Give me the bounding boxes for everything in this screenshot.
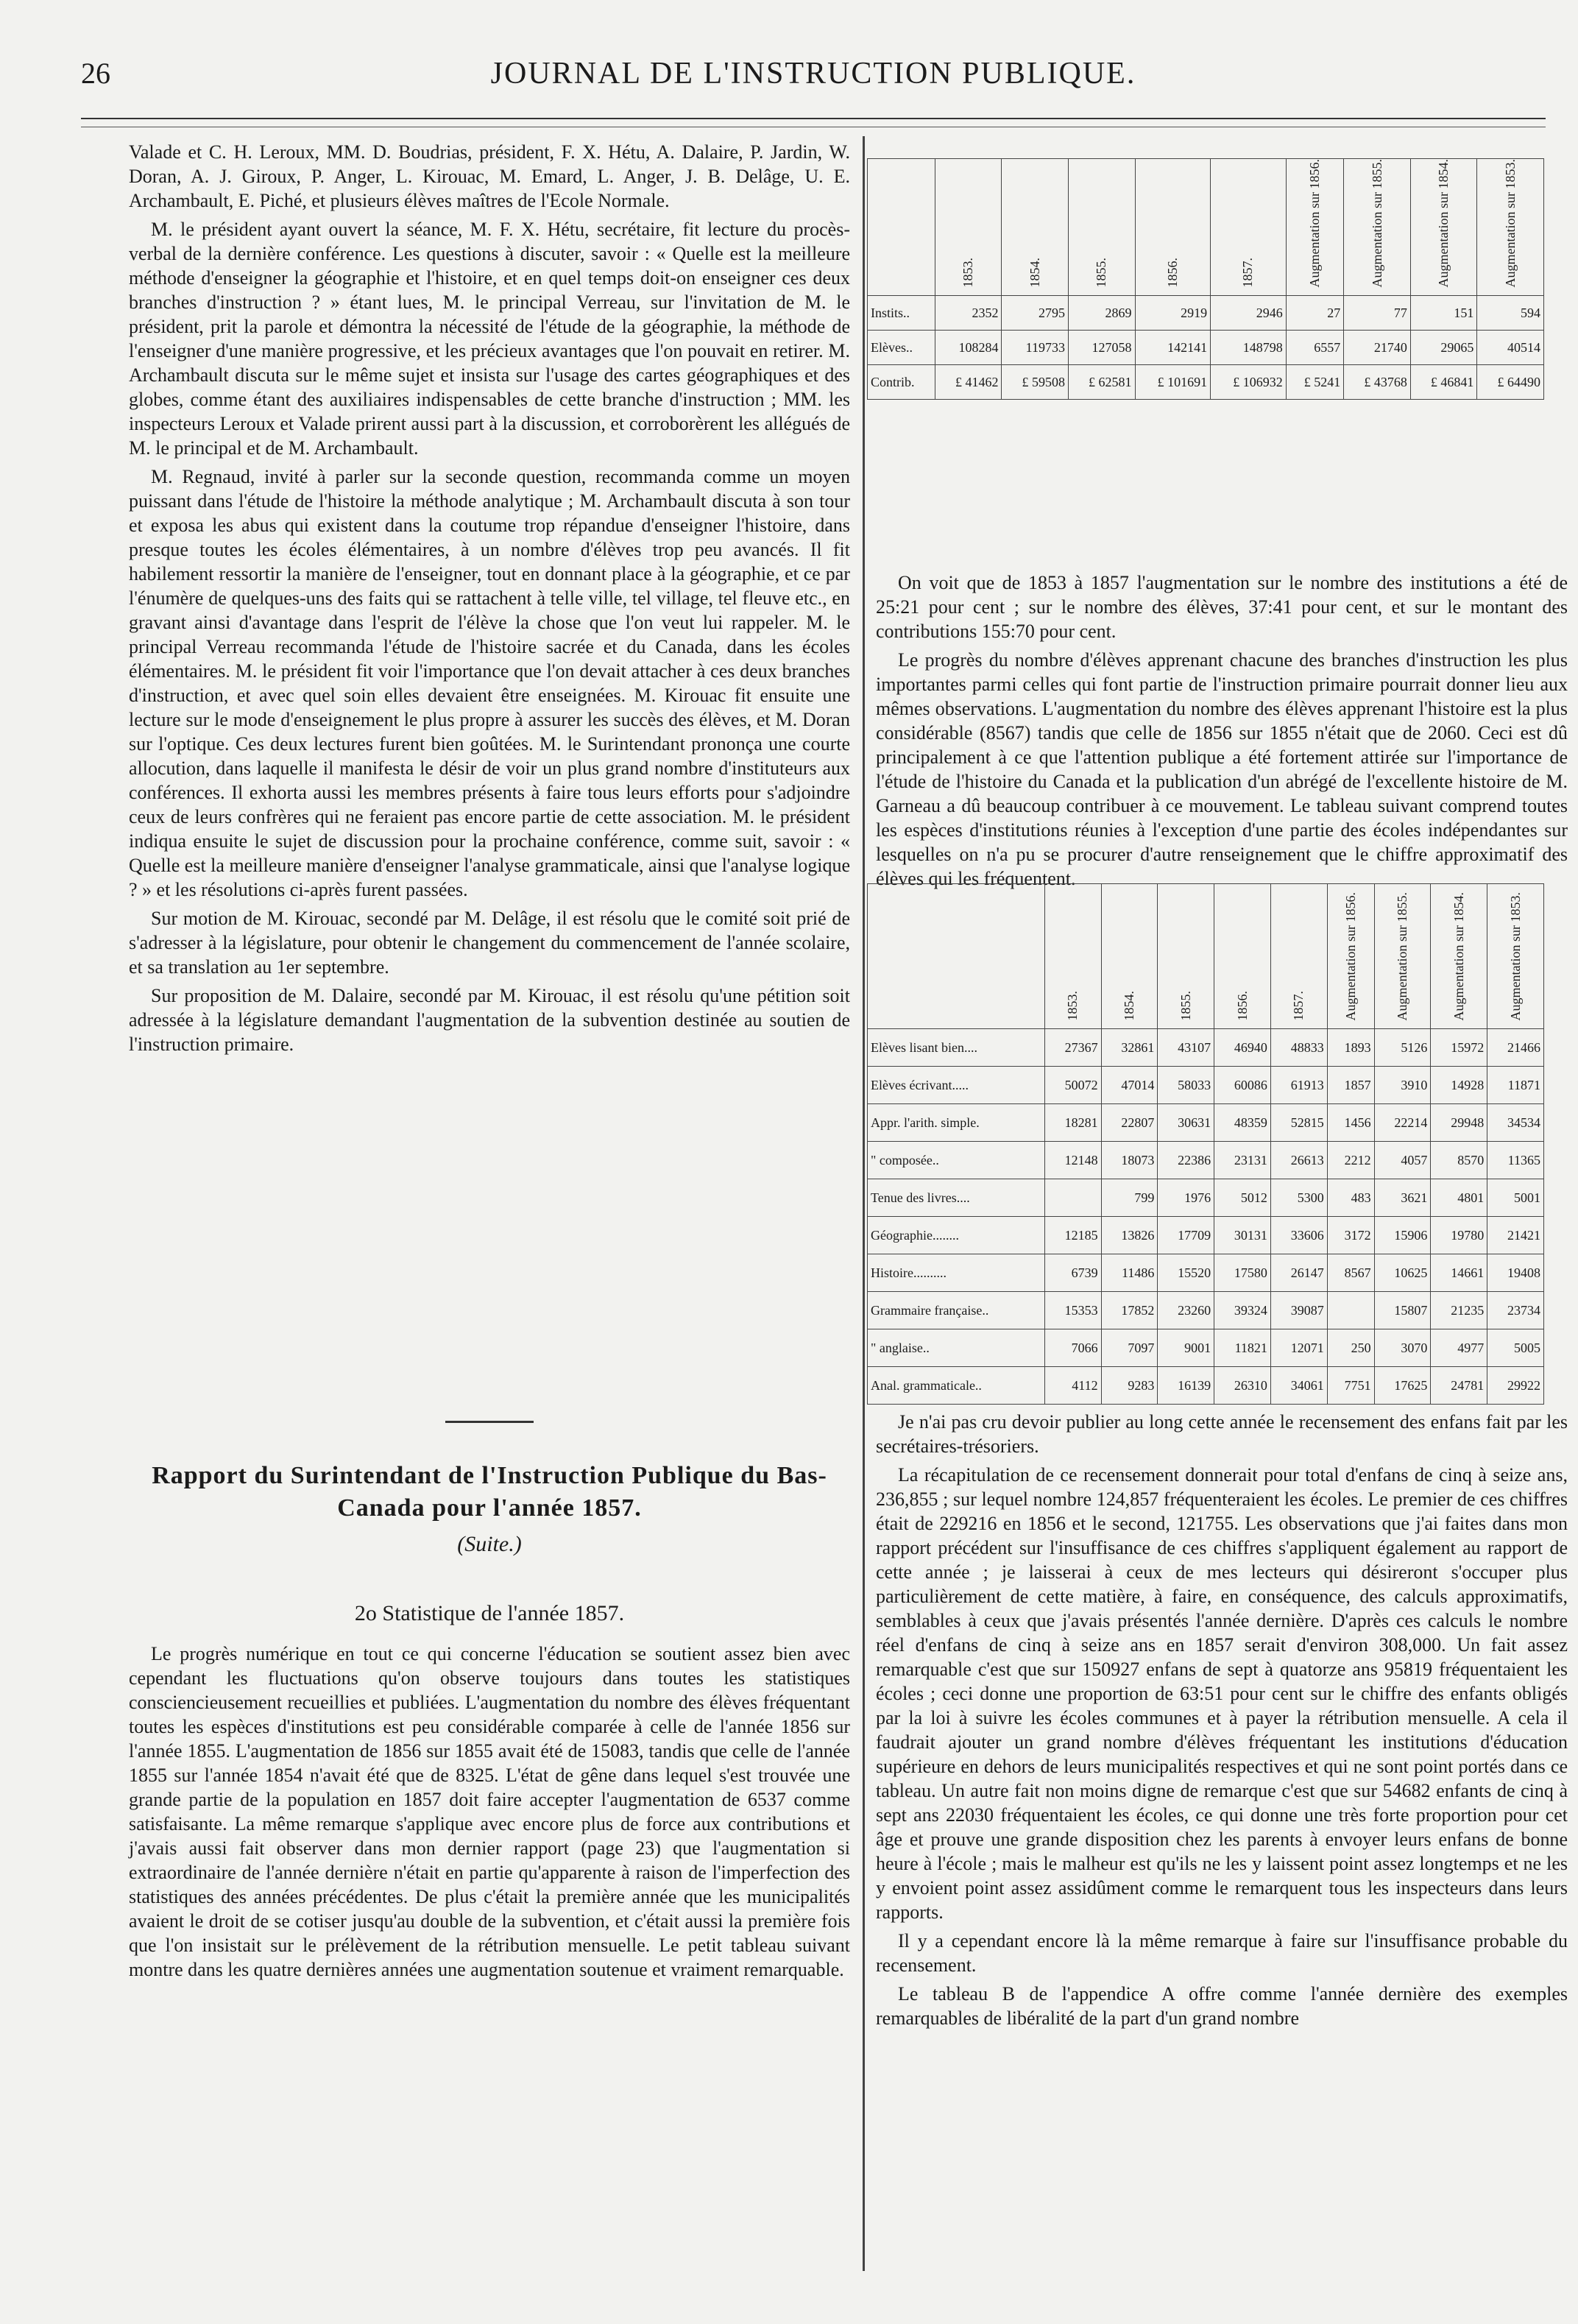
table-row xyxy=(868,1067,1544,1104)
section-separator xyxy=(445,1421,534,1423)
table-cell: 15353 xyxy=(1044,1292,1101,1329)
table-cell: 9001 xyxy=(1158,1329,1214,1367)
table-cell: 14661 xyxy=(1431,1254,1487,1292)
table-cell: 10625 xyxy=(1374,1254,1431,1292)
table-cell: 22807 xyxy=(1101,1104,1158,1142)
table-row xyxy=(868,1254,1544,1292)
table-cell: 34061 xyxy=(1270,1367,1327,1405)
table-cell: 3070 xyxy=(1374,1329,1431,1367)
report-heading-block xyxy=(129,1421,850,1626)
table-cell: 17709 xyxy=(1158,1217,1214,1254)
paragraph: On voit que de 1853 à 1857 l'augmentation sur le nombre des institutions a été de 25:21 pour cent ; sur le nombre des élèves, 37:41 pour cent, et sur le montant des contributions 155:70 pour cent. xyxy=(876,572,1568,642)
paragraph: Le progrès numérique en tout ce qui concerne l'éducation se soutient assez bien avec cependant les fluctuations qu'on observe toujours dans toutes les statistiques consciencieusement recueillies et publiées. L'augmentation du nombre des élèves fréquentant toutes les espèces d'institutions est peu considérable comparée à celle de l'année 1856 sur l'année 1855. L'augmentation de 1856 sur 1855 avait été de 15083, tandis que celle de l'année 1855 sur l'année 1854 n'avait été que de 8325. L'état de gêne dans lequel s'est trouvée une grande partie de la population en 1857 doit faire accepter l'augmentation de 6537 comme satisfaisante. La même remarque s'applique avec encore plus de force aux contributions et j'avais aussi fait observer dans mon dernier rapport (page 23) que l'augmentation si extraordinaire de l'année dernière n'était en partie qu'apparente à raison de l'imperfection des statistiques des années précédentes. De plus c'était la première année que les municipalités avaient le droit de se cotiser jusqu'au double de la subvention, et c'était aussi la première fois que l'on insistait sur le prélèvement de la rétribution mensuelle. Le petit tableau suivant montre dans les quatre dernières années une augmentation soutenue et vraiment remarquable. xyxy=(129,1643,850,1980)
table-cell: 27367 xyxy=(1044,1029,1101,1067)
table-cell: 4112 xyxy=(1044,1367,1101,1405)
table-cell: 32861 xyxy=(1101,1029,1158,1067)
table-header-cell: Augmentation sur 1856. xyxy=(1327,884,1374,1029)
paragraph: Sur proposition de M. Dalaire, secondé par M. Kirouac, il est résolu qu'une pétition soit adressée à la législature demandant l'augmentation de la subvention destinée au soutien de l'instruction primaire. xyxy=(129,985,850,1055)
table-cell: 1893 xyxy=(1327,1029,1374,1067)
table-cell: £ 41462 xyxy=(935,365,1002,400)
table-cell: 14928 xyxy=(1431,1067,1487,1104)
table-header-cell: 1853. xyxy=(1044,884,1101,1029)
table-cell: 4801 xyxy=(1431,1179,1487,1217)
table-cell: 11871 xyxy=(1487,1067,1544,1104)
table-cell: 77 xyxy=(1344,296,1411,331)
table-header-cell: 1853. xyxy=(935,159,1002,296)
table-cell: 148798 xyxy=(1211,331,1287,365)
row-label-cell: " anglaise.. xyxy=(868,1329,1045,1367)
left-column-text xyxy=(129,140,850,1061)
table-header-row xyxy=(868,884,1544,1029)
table-cell: 11486 xyxy=(1101,1254,1158,1292)
table-cell: 108284 xyxy=(935,331,1002,365)
table-header-cell: Augmentation sur 1853. xyxy=(1487,884,1544,1029)
table-cell: 5300 xyxy=(1270,1179,1327,1217)
table-header-cell: 1857. xyxy=(1270,884,1327,1029)
paragraph: Sur motion de M. Kirouac, secondé par M. Delâge, il est résolu que le comité soit prié de s'adresser à la législature, pour obtenir le changement du commencement de l'année scolaire, et sa translation au 1er septembre. xyxy=(129,908,850,978)
table-header-cell: Augmentation sur 1854. xyxy=(1431,884,1487,1029)
table-cell: £ 62581 xyxy=(1069,365,1136,400)
table-cell: 19408 xyxy=(1487,1254,1544,1292)
table-cell: 29922 xyxy=(1487,1367,1544,1405)
page-number: 26 xyxy=(81,57,110,90)
report-title: Rapport du Surintendant de l'Instruction Publique du Bas-Canada pour l'année 1857. xyxy=(152,1462,827,1522)
table-row xyxy=(868,1142,1544,1179)
table-row xyxy=(868,1104,1544,1142)
table-header-cell xyxy=(868,884,1045,1029)
table-cell: 18281 xyxy=(1044,1104,1101,1142)
table-cell: 34534 xyxy=(1487,1104,1544,1142)
table-cell: 594 xyxy=(1477,296,1544,331)
row-label-cell: Appr. l'arith. simple. xyxy=(868,1104,1045,1142)
table-cell: 47014 xyxy=(1101,1067,1158,1104)
table-cell: 15807 xyxy=(1374,1292,1431,1329)
left-column-report-text xyxy=(129,1642,850,1986)
table-cell: 29948 xyxy=(1431,1104,1487,1142)
table-cell: 21421 xyxy=(1487,1217,1544,1254)
table-cell: 5012 xyxy=(1214,1179,1271,1217)
table-cell: 48359 xyxy=(1214,1104,1271,1142)
table-row xyxy=(868,296,1544,331)
row-label-cell: Contrib. xyxy=(868,365,935,400)
table-cell: 58033 xyxy=(1158,1067,1214,1104)
table-cell: 13826 xyxy=(1101,1217,1158,1254)
table-cell: 2795 xyxy=(1002,296,1069,331)
table-cell: 2869 xyxy=(1069,296,1136,331)
paragraph: La récapitulation de ce recensement donnerait pour total d'enfans de cinq à seize ans, 236,855 ; sur lequel nombre 124,857 fréquenteraient les écoles. Le premier de ces chiffres était de 229216 en 1856 et le second, 121755. Les observations que j'ai faites dans mon rapport précédent sur l'insuffisance de ces chiffres s'appliquent également au rapport de cette année ; je laisserai à ceux de mes lecteurs qui désireront s'occuper plus particulièrement de cette matière, à faire, en conséquence, des calculs approximatifs, semblables à ceux que j'avais présentés l'année dernière. D'après ces calculs le nombre réel d'enfans de cinq à seize ans en 1857 serait d'environ 308,000. Un fait assez remarquable c'est que sur 150927 enfans de sept à quatorze ans 95819 fréquentaient les écoles ; ceci donne une proportion de 63:51 pour cent sur le chiffre des enfants obligés par la loi à suivre les écoles communes et à payer la rétribution mensuelle. A cela il faudrait ajouter un grand nombre d'élèves fréquentant les institutions d'éducation supérieure en dehors de leurs municipalités respectives et qui ne sont point portés dans ce tableau. Un autre fait non moins digne de remarque c'est que sur 54682 enfants de cinq à sept ans 22030 fréquentaient les écoles, ce qui donne une très forte proportion pour cet âge et prouve une grande disposition chez les parents à envoyer leurs enfans de bonne heure à l'école ; mais le malheur est qu'ils ne les y laissent point assez longtemps et ne les y envoient point assez assidûment comme le remarquent tous les inspecteurs dans leurs rapports. xyxy=(876,1464,1568,1923)
table-header-cell: Augmentation sur 1855. xyxy=(1374,884,1431,1029)
table-cell: 29065 xyxy=(1410,331,1477,365)
paragraph: Valade et C. H. Leroux, MM. D. Boudrias, président, F. X. Hétu, A. Dalaire, P. Jardin, W. Doran, A. J. Giroux, P. Anger, L. Kirouac, M. Emard, L. Anger, J. B. Delâge, U. E. Archambault, E. Piché, et plusieurs élèves maîtres de l'Ecole Normale. xyxy=(129,141,850,211)
row-label-cell: Elèves.. xyxy=(868,331,935,365)
table-cell: 30131 xyxy=(1214,1217,1271,1254)
table-row xyxy=(868,1367,1544,1405)
row-label-cell: Elèves lisant bien.... xyxy=(868,1029,1045,1067)
table-cell: 16139 xyxy=(1158,1367,1214,1405)
paragraph: Il y a cependant encore là la même remarque à faire sur l'insuffisance probable du recensement. xyxy=(876,1930,1568,1976)
table-cell: 15520 xyxy=(1158,1254,1214,1292)
table-cell: 19780 xyxy=(1431,1217,1487,1254)
table-header-row xyxy=(868,159,1544,296)
table-cell: 15972 xyxy=(1431,1029,1487,1067)
table-cell: 2352 xyxy=(935,296,1002,331)
table-cell: 1456 xyxy=(1327,1104,1374,1142)
table-cell xyxy=(1327,1292,1374,1329)
table-header-cell: 1857. xyxy=(1211,159,1287,296)
table-cell: 8567 xyxy=(1327,1254,1374,1292)
table-cell: 52815 xyxy=(1270,1104,1327,1142)
table-cell: 11821 xyxy=(1214,1329,1271,1367)
table-cell: 483 xyxy=(1327,1179,1374,1217)
table-cell: 1976 xyxy=(1158,1179,1214,1217)
table-cell: 250 xyxy=(1327,1329,1374,1367)
row-label-cell: Anal. grammaticale.. xyxy=(868,1367,1045,1405)
table-cell xyxy=(1044,1179,1101,1217)
table-cell: 2919 xyxy=(1135,296,1211,331)
table-cell: 46940 xyxy=(1214,1029,1271,1067)
table-header-cell: Augmentation sur 1854. xyxy=(1410,159,1477,296)
table-cell: 5005 xyxy=(1487,1329,1544,1367)
table-cell: 799 xyxy=(1101,1179,1158,1217)
table-cell: 60086 xyxy=(1214,1067,1271,1104)
section-heading: 2o Statistique de l'année 1857. xyxy=(354,1601,625,1625)
table-cell: 6557 xyxy=(1286,331,1343,365)
table-cell: 4977 xyxy=(1431,1329,1487,1367)
table-cell: 21740 xyxy=(1344,331,1411,365)
table-cell: 27 xyxy=(1286,296,1343,331)
table-cell: 26613 xyxy=(1270,1142,1327,1179)
table-cell: 48833 xyxy=(1270,1029,1327,1067)
table-cell: 23131 xyxy=(1214,1142,1271,1179)
row-label-cell: Grammaire française.. xyxy=(868,1292,1045,1329)
journal-title: JOURNAL DE L'INSTRUCTION PUBLIQUE. xyxy=(490,57,1136,91)
table-cell: 40514 xyxy=(1477,331,1544,365)
table-row xyxy=(868,365,1544,400)
table-cell: 3910 xyxy=(1374,1067,1431,1104)
header-rule xyxy=(81,118,1546,119)
table-cell: 39324 xyxy=(1214,1292,1271,1329)
row-label-cell: " composée.. xyxy=(868,1142,1045,1179)
table-cell: 7751 xyxy=(1327,1367,1374,1405)
table-cell: 24781 xyxy=(1431,1367,1487,1405)
row-label-cell: Instits.. xyxy=(868,296,935,331)
table-row xyxy=(868,1029,1544,1067)
table-cell: 151 xyxy=(1410,296,1477,331)
table-cell: 18073 xyxy=(1101,1142,1158,1179)
paragraph: M. le président ayant ouvert la séance, M. F. X. Hétu, secrétaire, fit lecture du procès-verbal de la dernière conférence. Les questions à discuter, savoir : « Quelle est la meilleure méthode d'enseigner la géographie et l'histoire, et en quel temps doit-on enseigner ces deux branches d'instruction ? » étant lues, M. le principal Verreau, sur l'invitation de M. le président, prit la parole et démontra la nécessité de l'étude de la géographie, la méthode de l'enseigner d'une manière progressive, et les précieux avantages que l'on pouvait en retirer. M. Archambault discuta sur le même sujet et insista sur l'usage des cartes géographiques et des globes, comme étant des auxiliaires indispensables de cette branche d'instruction ; MM. les inspecteurs Leroux et Valade prirent aussi part à la discussion, et corroborèrent les allégués de M. le principal et de M. Archambault. xyxy=(129,219,850,459)
row-label-cell: Elèves écrivant..... xyxy=(868,1067,1045,1104)
table-cell: 33606 xyxy=(1270,1217,1327,1254)
table-header-cell: 1854. xyxy=(1101,884,1158,1029)
table-header-cell: Augmentation sur 1855. xyxy=(1344,159,1411,296)
paragraph: M. Regnaud, invité à parler sur la seconde question, recommanda comme un moyen puissant dans l'étude de l'histoire la méthode analytique ; M. Archambault discuta à son tour et exposa les abus qui existent dans la coutume trop répandue d'enseigner l'histoire, dans presque toutes les écoles élémentaires, à un nombre d'élèves trop peu avancés. Il fit habilement ressortir la manière de l'enseigner, tout en donnant place à la géographie, et ce par l'énumère de quelques-uns des faits qui se rattachent à telle ville, tel village, tel fleuve etc., en gravant ainsi d'avantage dans l'esprit de l'élève la chose que l'on veut lui rappeler. M. le principal Verreau recommanda l'étude de l'histoire sacrée et du Canada, dans les écoles élémentaires. M. le président fit voir l'importance que l'on devait attacher à ces deux branches d'instruction, et avec quel soin elles devaient être enseignées. M. Kirouac fit ensuite une lecture sur le mode d'enseignement le plus propre à assurer les succès des élèves, et M. Doran sur l'optique. Ces deux lectures furent bien goûtées. M. le Surintendant prononça une courte allocution, dans laquelle il manifesta le désir de voir un plus grand nombre d'instituteurs aux conférences. Il exhorta aussi les membres présents à faire tous leurs efforts pour s'adjoindre ceux de leurs confrères qui ne feraient pas encore partie de cette association. M. le président indiqua ensuite le sujet de discussion pour la prochaine conférence, comme suit, savoir : « Quelle est la meilleure manière d'enseigner l'analyse grammaticale, ainsi que l'analyse logique ? » et les résolutions ci-après furent passées. xyxy=(129,466,851,900)
statistics-table-institutions xyxy=(867,158,1544,400)
right-column-text xyxy=(876,571,1568,895)
table-cell: 3621 xyxy=(1374,1179,1431,1217)
table-cell: 12185 xyxy=(1044,1217,1101,1254)
paragraph: Je n'ai pas cru devoir publier au long cette année le recensement des enfans fait par les secrétaires-trésoriers. xyxy=(876,1411,1568,1457)
table-cell: 2212 xyxy=(1327,1142,1374,1179)
table-cell: 22214 xyxy=(1374,1104,1431,1142)
row-label-cell: Tenue des livres.... xyxy=(868,1179,1045,1217)
table-cell: 23260 xyxy=(1158,1292,1214,1329)
table-cell: 30631 xyxy=(1158,1104,1214,1142)
table-cell: 2946 xyxy=(1211,296,1287,331)
table-header-cell: 1855. xyxy=(1158,884,1214,1029)
table-cell: 3172 xyxy=(1327,1217,1374,1254)
column-divider xyxy=(863,136,865,2271)
statistics-table-branches xyxy=(867,883,1544,1405)
table-cell: 5126 xyxy=(1374,1029,1431,1067)
table-cell: 5001 xyxy=(1487,1179,1544,1217)
table-row xyxy=(868,331,1544,365)
table-header-cell: 1854. xyxy=(1002,159,1069,296)
table-cell: 21235 xyxy=(1431,1292,1487,1329)
table-cell: £ 5241 xyxy=(1286,365,1343,400)
table-cell: £ 106932 xyxy=(1211,365,1287,400)
table-header-cell: 1855. xyxy=(1069,159,1136,296)
table-cell: 8570 xyxy=(1431,1142,1487,1179)
table-cell: 127058 xyxy=(1069,331,1136,365)
table-cell: 9283 xyxy=(1101,1367,1158,1405)
table-cell: 11365 xyxy=(1487,1142,1544,1179)
table-cell: 4057 xyxy=(1374,1142,1431,1179)
table-cell: 17625 xyxy=(1374,1367,1431,1405)
table-cell: £ 46841 xyxy=(1410,365,1477,400)
table-cell: £ 43768 xyxy=(1344,365,1411,400)
table-cell: 7097 xyxy=(1101,1329,1158,1367)
page-header xyxy=(81,52,1546,103)
table-cell: 26310 xyxy=(1214,1367,1271,1405)
table-cell: 26147 xyxy=(1270,1254,1327,1292)
table-row xyxy=(868,1179,1544,1217)
table-cell: 142141 xyxy=(1135,331,1211,365)
table-cell: 1857 xyxy=(1327,1067,1374,1104)
table-header-cell: Augmentation sur 1856. xyxy=(1286,159,1343,296)
table-cell: £ 64490 xyxy=(1477,365,1544,400)
table-header-cell: 1856. xyxy=(1135,159,1211,296)
table-header-cell: 1856. xyxy=(1214,884,1271,1029)
paragraph: Le tableau B de l'appendice A offre comme l'année dernière des exemples remarquables de libéralité de la part d'un grand nombre xyxy=(876,1983,1568,2029)
table-cell: 21466 xyxy=(1487,1029,1544,1067)
table-row xyxy=(868,1217,1544,1254)
report-suite: (Suite.) xyxy=(457,1532,522,1556)
right-column-text-2 xyxy=(876,1410,1568,2035)
table-cell: £ 101691 xyxy=(1135,365,1211,400)
table-header-cell xyxy=(868,159,935,296)
table-row xyxy=(868,1329,1544,1367)
table-cell: 7066 xyxy=(1044,1329,1101,1367)
table-cell: 12071 xyxy=(1270,1329,1327,1367)
table-cell: 39087 xyxy=(1270,1292,1327,1329)
table-cell: £ 59508 xyxy=(1002,365,1069,400)
table-cell: 23734 xyxy=(1487,1292,1544,1329)
table-header-cell: Augmentation sur 1853. xyxy=(1477,159,1544,296)
paragraph: Le progrès du nombre d'élèves apprenant chacune des branches d'instruction les plus importantes parmi celles qui font partie de l'instruction primaire pourrait donner lieu aux mêmes observations. L'augmentation du nombre des élèves apprenant l'histoire est la plus considérable (8567) tandis que celle de 1856 sur 1855 n'était que de 2060. Ceci est dû principalement à ce que l'attention publique a été fortement attirée sur l'importance de l'étude de l'histoire du Canada et la publication d'un abrégé de l'excellente histoire de M. Garneau a dû beaucoup contribuer à ce mouvement. Le tableau suivant comprend toutes les espèces d'institutions réunies à l'exception d'une partie des écoles indépendantes sur lesquelles on n'a pu se procurer d'autre renseignement que le chiffre approximatif des élèves qui les fréquentent. xyxy=(876,649,1568,889)
table-cell: 43107 xyxy=(1158,1029,1214,1067)
row-label-cell: Géographie........ xyxy=(868,1217,1045,1254)
table-cell: 6739 xyxy=(1044,1254,1101,1292)
table-cell: 12148 xyxy=(1044,1142,1101,1179)
table-cell: 17852 xyxy=(1101,1292,1158,1329)
table-cell: 15906 xyxy=(1374,1217,1431,1254)
table-cell: 50072 xyxy=(1044,1067,1101,1104)
table-cell: 17580 xyxy=(1214,1254,1271,1292)
row-label-cell: Histoire.......... xyxy=(868,1254,1045,1292)
table-cell: 61913 xyxy=(1270,1067,1327,1104)
table-row xyxy=(868,1292,1544,1329)
table-cell: 119733 xyxy=(1002,331,1069,365)
table-cell: 22386 xyxy=(1158,1142,1214,1179)
